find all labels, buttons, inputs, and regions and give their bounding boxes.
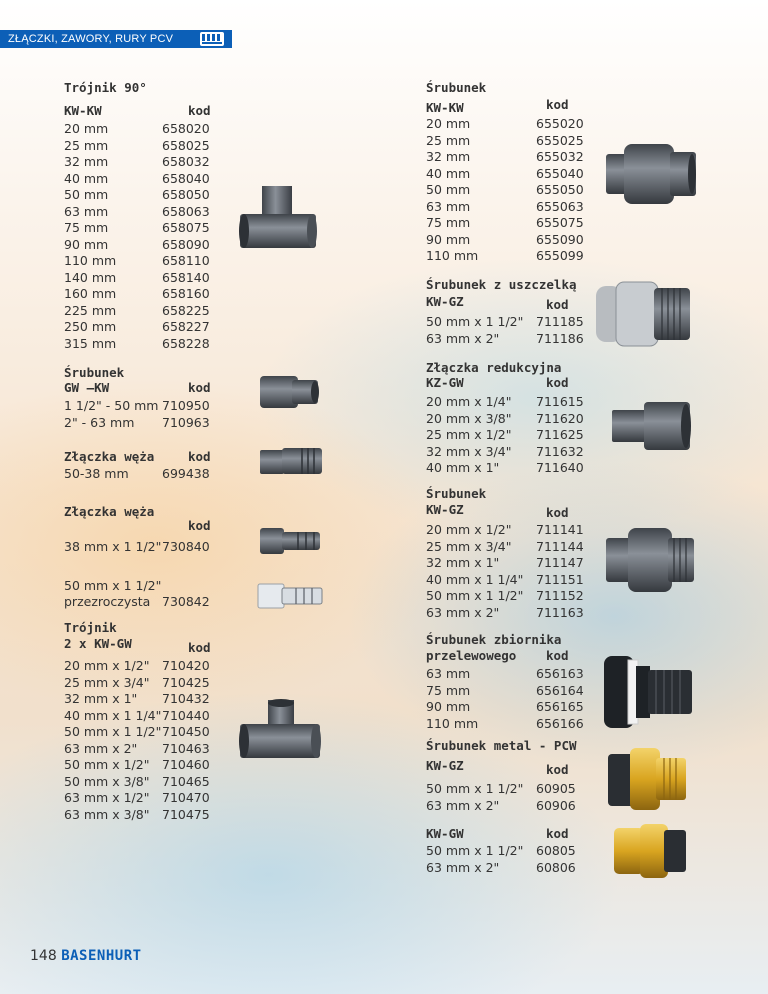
union-seal-code-list [536, 314, 584, 347]
list-item: 658032 [162, 154, 210, 169]
metal-union-kwgw-kod-header: kod [546, 826, 569, 841]
tank-union-title-line2: przelewowego [426, 648, 517, 663]
list-item: 32 mm x 1" [64, 691, 138, 706]
tee90-kod-header: kod [188, 103, 211, 118]
list-item: 75 mm [426, 682, 471, 698]
list-item: 656164 [536, 682, 584, 698]
hose-connector2-row1-size: 38 mm x 1 1/2" [64, 539, 162, 554]
tank-union-code-list [536, 666, 584, 732]
union-kwkw-code-list [536, 116, 584, 265]
list-item: 60805 [536, 843, 576, 858]
list-item: 711620 [536, 410, 584, 426]
list-item: 658025 [162, 137, 210, 153]
list-item: 658020 [162, 121, 210, 136]
list-item: 63 mm x 2" [426, 797, 500, 813]
list-item: 711147 [536, 555, 584, 570]
list-item: 710470 [162, 790, 210, 805]
list-item: 32 mm [426, 149, 471, 164]
list-item: 2" - 63 mm [64, 414, 135, 430]
tank-union-title: Śrubunek zbiornika [426, 632, 562, 647]
tee90-size-list [64, 121, 116, 352]
list-item: 1 1/2" - 50 mm [64, 398, 159, 413]
list-item: 656163 [536, 666, 584, 681]
reducer-subtitle: KZ-GW [426, 375, 464, 390]
list-item: 250 mm [64, 319, 117, 334]
list-item: 710440 [162, 707, 210, 723]
list-item: 50 mm [426, 182, 471, 197]
union-kwgz-kod-header: kod [546, 505, 569, 520]
hose-connector-size-list [64, 466, 129, 483]
metal-union-kwgw-size-list [426, 843, 523, 876]
union-gwkw-subtitle: GW –KW [64, 380, 110, 395]
hose-connector2-row2-note: przezroczysta [64, 594, 151, 609]
list-item: 20 mm x 1/2" [64, 658, 150, 673]
list-item: 658140 [162, 269, 210, 285]
list-item: 63 mm [64, 203, 109, 219]
list-item: 20 mm x 1/2" [426, 522, 512, 537]
list-item: 658090 [162, 236, 210, 252]
union-kwgz-title: Śrubunek [426, 486, 487, 501]
union-seal-title: Śrubunek z uszczelką [426, 277, 577, 292]
union-kwkw-size-list [426, 116, 478, 265]
list-item: 40 mm x 1" [426, 460, 500, 475]
list-item: 32 mm x 3/4" [426, 443, 512, 459]
list-item: 655099 [536, 248, 584, 263]
list-item: 710425 [162, 674, 210, 690]
union-kwkw-product-image [604, 138, 698, 212]
list-item: 20 mm x 1/4" [426, 394, 512, 409]
list-item: 20 mm [64, 121, 109, 136]
tee-kwgw-code-list [162, 658, 210, 823]
tank-union-size-list [426, 666, 478, 732]
tee90-product-image [238, 184, 318, 252]
union-kwgz-product-image [604, 522, 696, 598]
union-gwkw-kod-header: kod [188, 380, 211, 395]
list-item: 63 mm x 3/8" [64, 806, 150, 822]
tee-kwgw-title: Trójnik [64, 620, 117, 635]
clear-hose-connector-product-image [256, 580, 326, 612]
list-item: 658225 [162, 302, 210, 318]
section-title: ZŁĄCZKI, ZAWORY, RURY PCV [8, 33, 174, 45]
list-item: 711186 [536, 330, 584, 346]
tee-kwgw-subtitle: 2 x KW-GW [64, 636, 132, 651]
page-number: 148 [30, 948, 57, 964]
list-item: 40 mm [426, 165, 471, 181]
list-item: 75 mm [64, 220, 109, 235]
list-item: 25 mm x 1/2" [426, 427, 512, 442]
list-item: 60905 [536, 781, 576, 796]
tee-kwgw-size-list [64, 658, 161, 823]
list-item: 90 mm [64, 236, 109, 252]
list-item: 656165 [536, 699, 584, 714]
list-item: 25 mm [64, 137, 109, 153]
list-item: 110 mm [64, 253, 117, 268]
list-item: 50 mm x 1/2" [64, 757, 150, 772]
list-item: 40 mm [64, 170, 109, 186]
list-item: 50 mm x 1 1/2" [426, 781, 524, 796]
list-item: 32 mm [64, 154, 109, 169]
list-item: 655090 [536, 231, 584, 247]
list-item: 50 mm x 1 1/2" [426, 314, 524, 329]
section-header-bar [0, 30, 232, 48]
list-item: 655025 [536, 132, 584, 148]
union-seal-size-list [426, 314, 523, 347]
list-item: 711625 [536, 427, 584, 442]
hose-connector2-row1-code: 730840 [162, 539, 210, 554]
list-item: 710963 [162, 414, 210, 430]
reducer-size-list [426, 394, 511, 477]
tee-kwgw-product-image [238, 698, 322, 762]
tee-kwgw-kod-header: kod [188, 640, 211, 655]
list-item: 711632 [536, 443, 584, 459]
tee90-subtitle: KW-KW [64, 103, 102, 118]
list-item: 90 mm [426, 231, 471, 247]
list-item: 50 mm x 3/8" [64, 773, 150, 789]
list-item: 711152 [536, 588, 584, 603]
union-kwgz-size-list [426, 522, 523, 621]
tank-union-product-image [598, 652, 698, 732]
list-item: 655032 [536, 149, 584, 164]
list-item: 20 mm [426, 116, 471, 131]
metal-union-title: Śrubunek metal - PCW [426, 738, 577, 753]
list-item: 658075 [162, 220, 210, 235]
metal-union-size-list [426, 781, 523, 814]
hose-connector2-kod-header: kod [188, 518, 211, 533]
union-gwkw-code-list [162, 398, 210, 431]
list-item: 40 mm x 1 1/4" [426, 571, 524, 587]
metal-union-kwgw-product-image [610, 820, 690, 882]
list-item: 699438 [162, 466, 210, 481]
list-item: 25 mm x 3/4" [426, 538, 512, 554]
list-item: 225 mm [64, 302, 117, 318]
list-item: 711185 [536, 314, 584, 329]
list-item: 710463 [162, 740, 210, 756]
list-item: 63 mm x 2" [64, 740, 138, 756]
hose-connector-code-list [162, 466, 210, 483]
list-item: 160 mm [64, 286, 117, 301]
list-item: 710450 [162, 724, 210, 739]
tee90-code-list [162, 121, 210, 352]
reducer-product-image [610, 398, 694, 454]
list-item: 110 mm [426, 715, 479, 731]
union-kwkw-kod-header: kod [546, 97, 569, 112]
list-item: 711640 [536, 460, 584, 475]
list-item: 63 mm [426, 198, 471, 214]
list-item: 60906 [536, 797, 576, 813]
list-item: 50 mm [64, 187, 109, 202]
page-footer [30, 948, 142, 964]
list-item: 63 mm x 2" [426, 330, 500, 346]
union-gwkw-product-image [258, 370, 322, 412]
list-item: 63 mm x 2" [426, 859, 500, 875]
brand-logo [200, 32, 224, 46]
list-item: 25 mm [426, 132, 471, 148]
union-kwkw-subtitle: KW-KW [426, 100, 464, 115]
metal-union-code-list [536, 781, 576, 814]
list-item: 655040 [536, 165, 584, 181]
list-item: 655075 [536, 215, 584, 230]
list-item: 658040 [162, 170, 210, 186]
list-item: 110 mm [426, 248, 479, 263]
list-item: 656166 [536, 715, 584, 731]
list-item: 63 mm x 1/2" [64, 790, 150, 805]
tee90-title: Trójnik 90° [64, 80, 147, 95]
list-item: 658110 [162, 253, 210, 268]
union-seal-kod-header: kod [546, 297, 569, 312]
tank-union-kod-header: kod [546, 648, 569, 663]
list-item: 32 mm x 1" [426, 555, 500, 570]
union-kwgz-code-list [536, 522, 584, 621]
list-item: 711151 [536, 571, 584, 587]
union-kwkw-title: Śrubunek [426, 80, 487, 95]
list-item: 710460 [162, 757, 210, 772]
union-gwkw-title: Śrubunek [64, 365, 125, 380]
hose-connector2-row2-size: 50 mm x 1 1/2" [64, 578, 162, 593]
metal-union-product-image [604, 744, 690, 814]
list-item: 658227 [162, 319, 210, 334]
list-item: 710475 [162, 806, 210, 822]
list-item: 50-38 mm [64, 466, 129, 481]
list-item: 655063 [536, 198, 584, 214]
list-item: 315 mm [64, 335, 117, 351]
list-item: 658160 [162, 286, 210, 301]
list-item: 75 mm [426, 215, 471, 230]
list-item: 658228 [162, 335, 210, 351]
list-item: 710465 [162, 773, 210, 789]
metal-union-kod-header: kod [546, 762, 569, 777]
list-item: 20 mm x 3/8" [426, 410, 512, 426]
hose-connector-product-image [258, 444, 328, 478]
list-item: 711615 [536, 394, 584, 409]
list-item: 655050 [536, 182, 584, 197]
metal-union-kwgw-code-list [536, 843, 576, 876]
reducer-title: Złączka redukcyjna [426, 360, 562, 375]
list-item: 25 mm x 3/4" [64, 674, 150, 690]
list-item: 710950 [162, 398, 210, 413]
list-item: 710420 [162, 658, 210, 673]
list-item: 50 mm x 1 1/2" [64, 724, 162, 739]
list-item: 40 mm x 1 1/4" [64, 707, 162, 723]
list-item: 63 mm x 2" [426, 604, 500, 620]
hose-connector2-row2-code: 730842 [162, 594, 210, 609]
reducer-code-list [536, 394, 584, 477]
reducer-kod-header: kod [546, 375, 569, 390]
list-item: 50 mm x 1 1/2" [426, 588, 524, 603]
list-item: 90 mm [426, 699, 471, 714]
metal-union-kwgw-title: KW-GW [426, 826, 464, 841]
union-kwgz-subtitle: KW-GZ [426, 502, 464, 517]
list-item: 658063 [162, 203, 210, 219]
hose-connector2-product-image [258, 520, 324, 560]
hose-connector2-title: Złączka węża [64, 504, 155, 519]
list-item: 140 mm [64, 269, 117, 285]
list-item: 63 mm [426, 666, 471, 681]
hose-connector-title: Złączka węża [64, 449, 155, 464]
list-item: 711163 [536, 604, 584, 620]
union-seal-subtitle: KW-GZ [426, 294, 464, 309]
metal-union-subtitle: KW-GZ [426, 758, 464, 773]
footer-brand: BASENHURT [61, 948, 142, 964]
union-gwkw-size-list [64, 398, 158, 431]
list-item: 658050 [162, 187, 210, 202]
list-item: 50 mm x 1 1/2" [426, 843, 524, 858]
list-item: 711144 [536, 538, 584, 554]
list-item: 711141 [536, 522, 584, 537]
list-item: 60806 [536, 859, 576, 875]
list-item: 655020 [536, 116, 584, 131]
union-seal-product-image [594, 276, 694, 352]
list-item: 710432 [162, 691, 210, 706]
hose-connector-kod-header: kod [188, 449, 211, 464]
